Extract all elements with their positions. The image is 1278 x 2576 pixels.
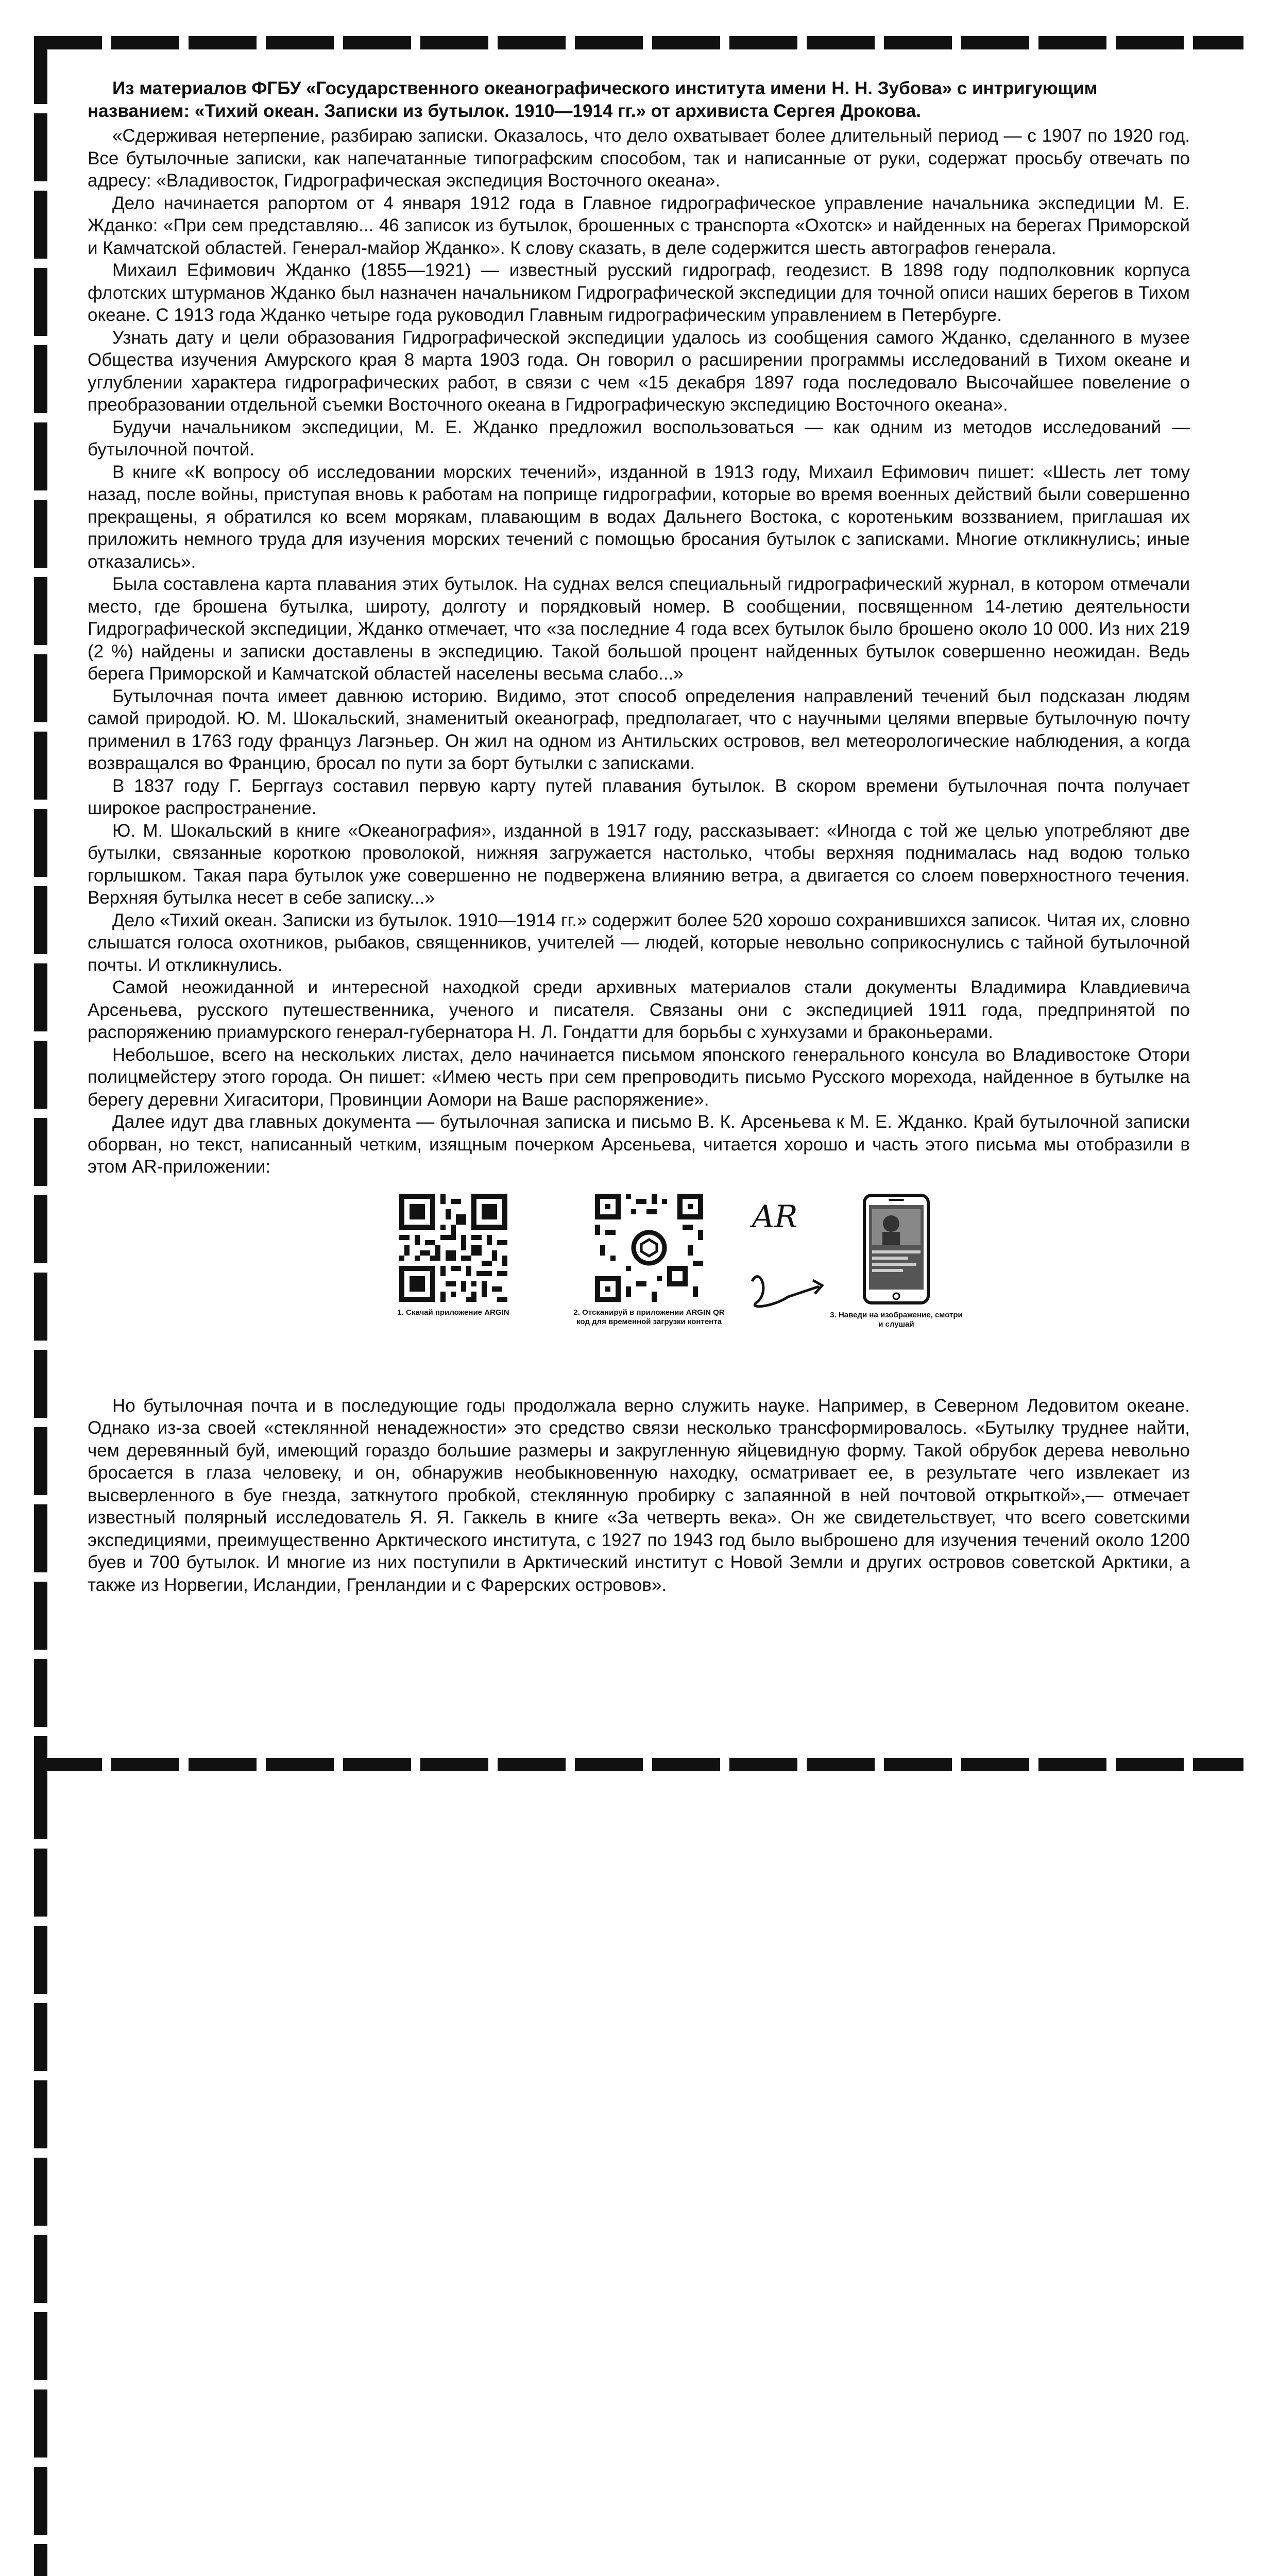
qr-code-content[interactable] bbox=[595, 1194, 703, 1302]
frame-left bbox=[34, 36, 47, 1771]
paragraph: Далее идут два главных документа — бутылочная записка и письмо В. К. Арсеньева к М. Е. Жданко. Край бутылочной записки оборван, но текст, написанный четким, изящным почерком Арсеньева, читается хорошо и часть этого письма мы отобразили в этом AR-приложении: bbox=[88, 1112, 1190, 1177]
intro-heading: Из материалов ФГБУ «Государственного океанографического института имени Н. Н. Зубова» с интригующим названием: «Тихий океан. Записки из бутылок. 1910—1914 гг.» от архивиста Сергея Дрокова. bbox=[88, 78, 1098, 121]
phone-icon bbox=[863, 1194, 930, 1304]
step-1 bbox=[386, 1194, 520, 1317]
paragraph: Михаил Ефимович Жданко (1855—1921) — известный русский гидрограф, геодезист. В 1898 году подполковник корпуса флотских штурманов Жданко был назначен начальником Гидрографической экспедиции для точной описи наших берегов в Тихом океане. С 1913 года Жданко четыре года руководил Главным гидрографическим управлением в Петербурге. bbox=[88, 260, 1190, 325]
qr-code-app-icon[interactable] bbox=[399, 1194, 507, 1302]
paragraph: Будучи начальником экспедиции, М. Е. Жданко предложил воспользоваться — как одним из методов исследований — бутылочной почтой. bbox=[88, 417, 1190, 460]
paragraph: Дело начинается рапортом от 4 января 1912 года в Главное гидрографическое управление начальника экспедиции М. Е. Жданко: «При сем представляю... 46 записок из бутылок, брошенных с транспорта «Охотск» и найденных на берегах Приморской и Камчатской областей. Генерал-майор Жданко». К слову сказать, в деле содержится шесть автографов генерала. bbox=[88, 193, 1190, 258]
frame-right bbox=[34, 1771, 47, 2576]
step-3-caption: 3. Наведи на изображение, смотри и слушай bbox=[830, 1310, 963, 1329]
paragraph: Ю. М. Шокальский в книге «Океанография», изданной в 1917 году, рассказывает: «Иногда с той же целью употребляют две бутылки, связанные короткою проволокой, нижняя загружается настолько, чтобы верхняя поднималась над водою только горлышком. Такая пара бутылок уже совершенно не подвержена влиянию ветра, а двигается со слоем поверхностного течения. Верхняя бутылка несет в себе записку...» bbox=[88, 820, 1190, 908]
paragraph: Самой неожиданной и интересной находкой среди архивных материалов стали документы Владимира Клавдиевича Арсеньева, русского путешественника, ученого и писателя. Связаны они с экспедицией 1911 года, предпринятой по распоряжению приамурского генерал-губернатора Н. Л. Гондатти для борьбы с хунхузами и браконьерами. bbox=[88, 977, 1190, 1042]
paragraph: Небольшое, всего на нескольких листах, дело начинается письмом японского генерального консула во Владивостоке Отори полицмейстеру этого города. Он пишет: «Имею честь при сем препроводить письмо Русского морехода, найденное в бутылке на берегу деревни Хигаситори, Провинции Аомори на Ваше распоряжение». bbox=[88, 1044, 1190, 1110]
article bbox=[88, 77, 1190, 1596]
step-2-caption: 2. Отсканируй в приложении ARGIN QR код для временной загрузки контента bbox=[573, 1308, 725, 1326]
closing-paragraph: Но бутылочная почта и в последующие годы продолжала верно служить науке. Например, в Северном Ледовитом океане. Однако из-за своей «стеклянной ненадежности» это средство связи несколько трансформировалось. «Бутылку труднее найти, чем деревянный буй, имеющий гораздо большие размеры и закругленную яйцевидную форму. Такой обрубок дерева невольно бросается в глаза человеку, и он, обнаружив необыкновенную находку, осматривает ее, в результате чего извлекает из высверленного в буе гнезда, заткнутого пробкой, стеклянную пробирку с запаянной в ней почтовой открыткой»,— отмечает известный полярный исследователь Я. Я. Гаккель в книге «За четверть века». Он же свидетельствует, что всего советскими экспедициями, преимущественно Арктического института, с 1927 по 1943 год было выброшено для изучения течений около 1200 буев и 700 бутылок. И многие из них поступили в Арктический институт с Новой Земли и других островов советской Арктики, а также из Норвегии, Исландии, Гренландии и с Фарерских островов». bbox=[88, 1395, 1190, 1595]
frame-top bbox=[34, 36, 1243, 49]
frame-bottom bbox=[34, 1758, 1243, 1771]
paragraphs-top bbox=[88, 125, 1190, 1178]
paragraph: «Сдерживая нетерпение, разбираю записки. Оказалось, что дело охватывает более длительный период — с 1907 по 1920 год. Все бутылочные записки, как напечатанные типографским способом, так и написанные от руки, содержат просьбу отвечать по адресу: «Владивосток, Гидрографическая экспедиция Восточного океана». bbox=[88, 126, 1190, 191]
step-3 bbox=[829, 1194, 963, 1329]
ar-label: AR bbox=[752, 1198, 798, 1235]
paragraph: Узнать дату и цели образования Гидрографической экспедиции удалось из сообщения самого Жданко, сделанного в музее Общества изучения Амурского края 8 марта 1903 года. Он говорил о расширении программы исследований в Тихом океане и углублении характера гидрографических работ, в связи с чем «15 декабря 1897 года последовало Высочайшее повеление о преобразовании отдельной съемки Восточного океана в Гидрографическую экспедицию Восточного океана». bbox=[88, 327, 1190, 415]
paragraph: В книге «К вопросу об исследовании морских течений», изданной в 1913 году, Михаил Ефимович пишет: «Шесть лет тому назад, после войны, приступая вновь к работам на поприще гидрографии, которые во время военных действий были совершенно прекращены, я обратился ко всем морякам, плавающим в водах Дальнего Востока, с коротеньким воззванием, приглашая их приложить немного труда для изучения морских течений с помощью бросания бутылок с записками. Многие откликнулись; иные отказались». bbox=[88, 462, 1190, 572]
paragraph: Была составлена карта плавания этих бутылок. На суднах велся специальный гидрографический журнал, в котором отмечали место, где брошена бутылка, широту, долготу и порядковый номер. В сообщении, посвященном 14-летию деятельности Гидрографической экспедиции, Жданко отмечает, что «за последние 4 года всех бутылок было брошено около 10 000. Из них 219 (2 %) найдены и записки доставлены в экспедицию. Такой большой процент найденных бутылок совершенно неожидан. Ведь берега Приморской и Камчатской областей населены весьма слабо...» bbox=[88, 574, 1190, 684]
ar-instructions bbox=[88, 1194, 1190, 1374]
arrow-icon bbox=[742, 1245, 834, 1312]
paragraph: Дело «Тихий океан. Записки из бутылок. 1910—1914 гг.» содержит более 520 хорошо сохранившихся записок. Читая их, словно слышатся голоса охотников, рыбаков, священников, учителей — людей, которые невольно соприкоснулись с тайной бутылочной почты. И откликнулись. bbox=[88, 910, 1190, 975]
step-1-caption: 1. Скачай приложение ARGIN bbox=[397, 1308, 509, 1317]
paragraph: Бутылочная почта имеет давнюю историю. Видимо, этот способ определения направлений течений был подсказан людям самой природой. Ю. М. Шокальский, знаменитый океанограф, предполагает, что с научными целями впервые бутылочную почту применил в 1763 году француз Лагэньер. Он жил на одном из Антильских островов, вел метеорологические наблюдения, а когда возвращался во Францию, бросал по пути за борт бутылки с записками. bbox=[88, 686, 1190, 773]
step-2 bbox=[567, 1194, 731, 1327]
paragraph: В 1837 году Г. Берггауз составил первую карту путей плавания бутылок. В скором времени бутылочная почта получает широкое распространение. bbox=[88, 775, 1190, 818]
